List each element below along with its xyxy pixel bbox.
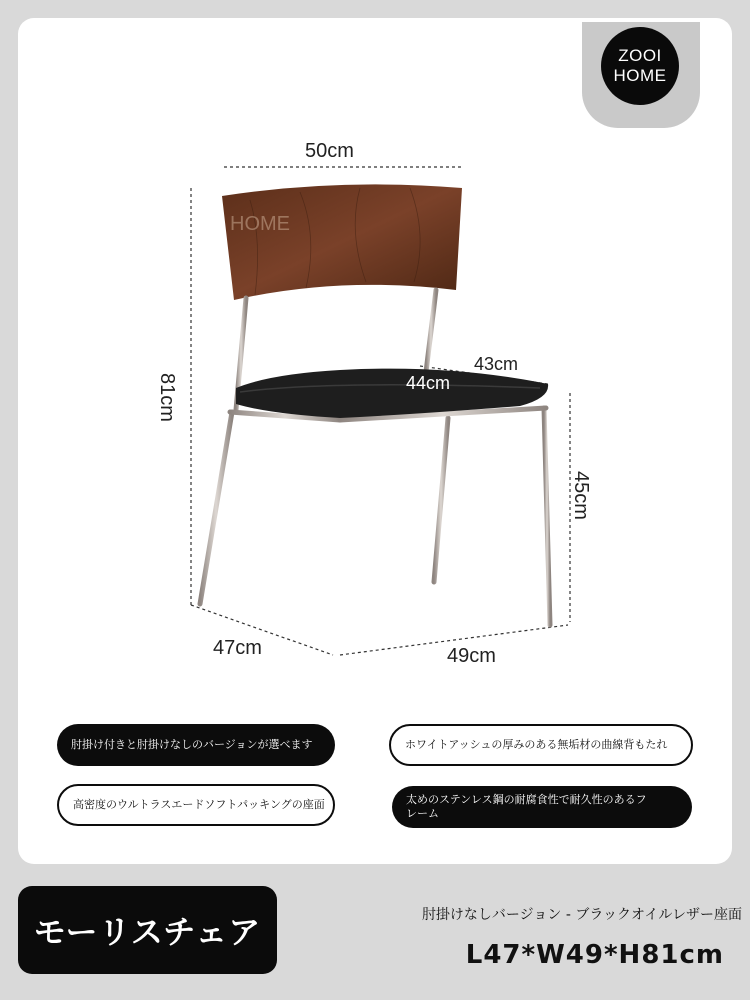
watermark-text: HOME [230,213,290,235]
feature-text: 太めのステンレス鋼の耐腐食性で耐久性のあるフレーム [406,793,647,820]
feature-pill-4 [392,786,692,828]
feature-pill-1 [57,724,335,766]
chair-frame [200,290,550,652]
dim-seat-depth: 43cm [474,354,519,374]
product-name-box [18,886,277,974]
dim-seat-width: 44cm [406,373,451,393]
product-variant: 肘掛けなしバージョン - ブラックオイルレザー座面 [421,907,742,923]
dim-top-width: 50cm [305,140,354,162]
dim-seat-height: 45cm [569,471,592,520]
feature-text: 肘掛け付きと肘掛けなしのバージョンが選べます [71,738,313,751]
feature-text: ホワイトアッシュの厚みのある無垢材の曲線背もたれ [405,738,668,751]
dim-height: 81cm [155,373,178,422]
logo-line-1: ZOOI [618,46,662,65]
product-name: モーリスチェア [33,913,262,951]
feature-text: 高密度のウルトラスエードソフトパッキングの座面 [73,798,325,811]
chair-backrest [222,184,462,300]
dim-base-depth: 47cm [213,637,262,659]
feature-pill-3 [57,784,335,826]
dim-base-width: 49cm [447,645,496,667]
logo-line-2: HOME [613,66,667,85]
product-size: L47*W49*H81cm [465,940,724,970]
feature-pill-2 [389,724,693,766]
